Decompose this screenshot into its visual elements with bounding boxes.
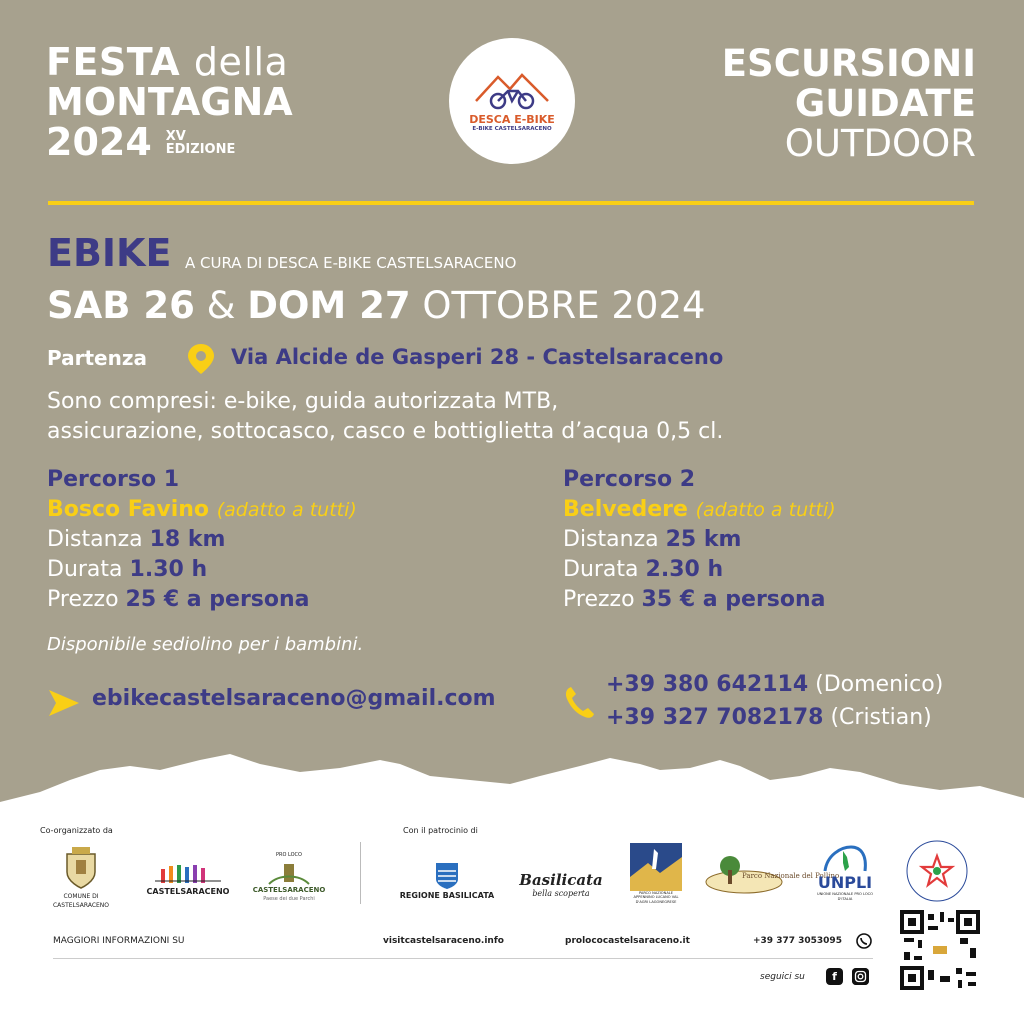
co-organized-label: Co-organizzato da — [40, 826, 113, 835]
unpli-logo: UNPLI UNIONE NAZIONALE PRO LOCO D'ITALIA — [808, 840, 882, 902]
route-name: Belvedere (adatto a tutti) — [563, 497, 836, 522]
website-visit[interactable]: visitcastelsaraceno.info — [383, 936, 504, 946]
date-sunday: DOM 27 — [247, 284, 411, 327]
route-heading: Percorso 1 — [47, 467, 180, 492]
festa-word: FESTA — [46, 40, 181, 84]
phone-1[interactable]: +39 380 642114 (Domenico) — [606, 672, 944, 697]
activity-title: EBIKE — [47, 231, 172, 275]
outdoor-word: OUTDOOR — [784, 122, 976, 165]
event-dates — [47, 284, 706, 327]
route-duration: Durata 2.30 h — [563, 557, 724, 582]
parco-pollino-logo — [702, 848, 840, 896]
route-heading: Percorso 2 — [563, 467, 696, 492]
regione-shield-icon — [434, 861, 460, 891]
included-line-2: assicurazione, sottocasco, casco e bottiglietta d’acqua 0,5 cl. — [47, 419, 724, 444]
basilicata-bella-logo: Basilicata bella scoperta — [519, 871, 603, 898]
footer-divider — [360, 842, 361, 904]
coat-of-arms-icon — [64, 846, 98, 890]
included-items — [47, 387, 723, 447]
desca-ebike-logo — [449, 38, 575, 164]
whatsapp-icon[interactable] — [855, 932, 873, 950]
route-price: Prezzo 35 € a persona — [563, 587, 826, 612]
comune-logo: COMUNE DI CASTELSARACENO — [44, 842, 118, 910]
location-pin-icon — [186, 342, 216, 376]
date-month-year: OTTOBRE 2024 — [410, 284, 706, 327]
year: 2024 — [46, 120, 152, 164]
footer-line — [53, 958, 873, 959]
included-line-1: Sono compresi: e-bike, guida autorizzata MTB, — [47, 389, 559, 414]
proloco-logo: PRO LOCO CASTELSARACENO Paese dei due Parchi — [252, 852, 326, 902]
website-proloco[interactable]: prolococastelsaraceno.it — [565, 936, 690, 946]
route-1 — [47, 465, 357, 615]
contact-email[interactable]: ebikecastelsaraceno@gmail.com — [92, 686, 496, 711]
montagna-word: MONTAGNA — [46, 80, 293, 124]
logo-subtitle: E-BIKE CASTELSARACENO — [472, 125, 552, 132]
stork-icon — [630, 843, 682, 891]
divider — [48, 201, 974, 205]
instagram-icon[interactable] — [852, 968, 869, 985]
servizio-civile-logo — [904, 838, 970, 904]
edition-badge: XV EDIZIONE — [165, 129, 236, 157]
escursioni-block — [722, 44, 976, 164]
route-duration: Durata 1.30 h — [47, 557, 208, 582]
mountain-bike-icon — [472, 71, 552, 111]
departure-address: Via Alcide de Gasperi 28 - Castelsaraceno — [231, 345, 724, 369]
route-2 — [563, 465, 836, 615]
phone-2[interactable]: +39 327 7082178 (Cristian) — [606, 705, 932, 730]
patronage-label: Con il patrocinio di — [403, 826, 478, 835]
date-amp: & — [194, 284, 248, 327]
event-title-block — [46, 42, 293, 162]
pollino-tree-icon — [704, 852, 840, 896]
follow-label: seguici su — [760, 972, 805, 982]
castle-icon — [267, 860, 311, 886]
organizer: A CURA DI DESCA E-BIKE CASTELSARACENO — [185, 254, 517, 272]
child-seat-note: Disponibile sediolino per i bambini. — [47, 634, 364, 655]
phone-icon — [563, 684, 597, 720]
escursioni-word: ESCURSIONI — [721, 42, 976, 85]
footer-phone[interactable]: +39 377 3053095 — [753, 936, 842, 946]
route-name: Bosco Favino (adatto a tutti) — [47, 497, 357, 522]
route-price: Prezzo 25 € a persona — [47, 587, 310, 612]
guidate-word: GUIDATE — [794, 82, 976, 125]
logo-name-b: E-BIKE — [514, 112, 555, 126]
facebook-icon[interactable]: f — [826, 968, 843, 985]
castelsaraceno-logo: CASTELSARACENO — [140, 848, 236, 896]
della-word: della — [193, 40, 289, 84]
route-distance: Distanza 18 km — [47, 527, 226, 552]
qr-code[interactable] — [900, 910, 980, 990]
contact-phones — [606, 668, 943, 734]
logo-name-a: DESCA — [469, 112, 511, 126]
pollino-logo-text: Parco Nazionale del Pollino — [742, 872, 840, 880]
date-saturday: SAB 26 — [47, 284, 195, 327]
regione-basilicata-logo: REGIONE BASILICATA — [392, 848, 502, 900]
send-icon — [47, 688, 81, 718]
parco-appennino-logo: PARCO NAZIONALE APPENNINO LUCANO VAL D'AGRI LAGONEGRESE — [628, 838, 684, 904]
italy-map-icon — [821, 845, 869, 873]
departure-label: Partenza — [47, 346, 147, 370]
route-distance: Distanza 25 km — [563, 527, 742, 552]
more-info-label: MAGGIORI INFORMAZIONI SU — [53, 936, 185, 946]
mountain-silhouette — [0, 740, 1024, 820]
castelsaraceno-mark-icon — [153, 863, 223, 887]
